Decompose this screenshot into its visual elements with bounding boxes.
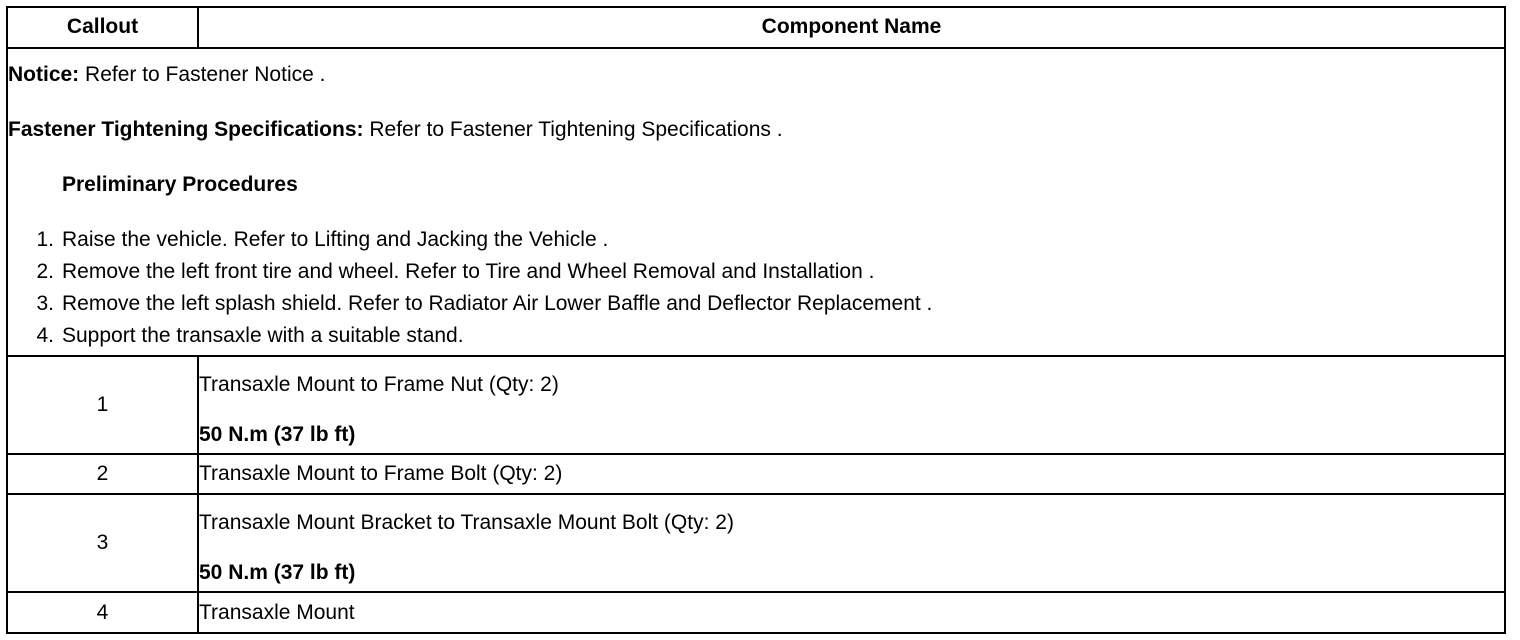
notes-row — [7, 48, 1505, 356]
component-name-header: Component Name — [198, 7, 1505, 48]
table-row — [7, 454, 1505, 495]
component-name: Transaxle Mount — [199, 600, 355, 624]
notice-text: Refer to Fastener Notice . — [79, 62, 326, 86]
step-text: Remove the left splash shield. Refer to Radiator Air Lower Baffle and Deflector Replacement . — [62, 291, 933, 315]
step-item — [8, 288, 1504, 320]
callout-cell: 4 — [7, 592, 198, 633]
step-item — [8, 256, 1504, 288]
header-row — [7, 7, 1505, 48]
table-row — [7, 592, 1505, 633]
component-cell — [198, 592, 1505, 633]
steps-list — [8, 224, 1504, 352]
step-number: 2. — [36, 259, 54, 283]
callout-header: Callout — [7, 7, 198, 48]
component-cell — [198, 454, 1505, 495]
callout-cell: 1 — [7, 356, 198, 454]
step-text: Support the transaxle with a suitable stand. — [62, 323, 464, 347]
component-cell — [198, 494, 1505, 592]
step-text: Raise the vehicle. Refer to Lifting and Jacking the Vehicle . — [62, 227, 609, 251]
table-row — [7, 356, 1505, 454]
step-number: 3. — [36, 291, 54, 315]
fastener-specs-label: Fastener Tightening Specifications: — [8, 117, 364, 141]
component-name: Transaxle Mount to Frame Nut (Qty: 2) — [199, 372, 559, 396]
fastener-specs-line — [8, 114, 1504, 146]
callout-cell: 3 — [7, 494, 198, 592]
fastener-specs-text: Refer to Fastener Tightening Specifications . — [363, 117, 783, 141]
torque-spec: 50 N.m (37 lb ft) — [199, 561, 356, 585]
step-item — [8, 224, 1504, 256]
callout-cell: 2 — [7, 454, 198, 495]
component-name: Transaxle Mount to Frame Bolt (Qty: 2) — [199, 461, 563, 485]
component-name: Transaxle Mount Bracket to Transaxle Mount Bolt (Qty: 2) — [199, 511, 734, 535]
step-item — [8, 320, 1504, 352]
component-cell — [198, 356, 1505, 454]
preliminary-procedures-heading: Preliminary Procedures — [62, 172, 298, 196]
step-number: 1. — [36, 227, 54, 251]
notice-label: Notice: — [8, 62, 80, 86]
notes-cell — [7, 48, 1505, 356]
component-table — [6, 6, 1506, 634]
torque-spec: 50 N.m (37 lb ft) — [199, 422, 356, 446]
table-row — [7, 494, 1505, 592]
notice-line — [8, 59, 1504, 91]
step-number: 4. — [36, 323, 54, 347]
step-text: Remove the left front tire and wheel. Refer to Tire and Wheel Removal and Installation . — [62, 259, 875, 283]
